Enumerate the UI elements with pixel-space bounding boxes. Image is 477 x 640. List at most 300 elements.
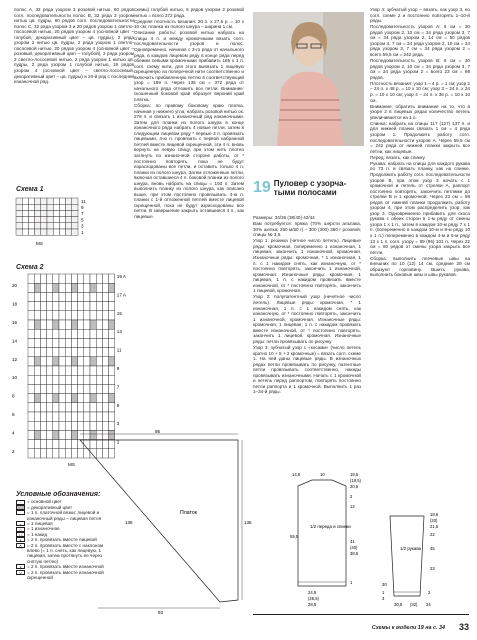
legend-text: = 2 п. провязать вместе с наклоном влево (= 1 п. снять, как лицевую, 1 лицевая, затем протянуть ее через снятую петлю) (27, 542, 104, 564)
sleeve-outline (390, 516, 424, 596)
column-b (134, 7, 244, 220)
paragraph: Размеры: 34/36 (38/40) 42/44 (253, 215, 315, 220)
ms-label: MS (68, 462, 75, 467)
column-c (253, 215, 361, 395)
chart-cell (65, 412, 71, 421)
chart-cell (84, 338, 90, 347)
body-outline (298, 480, 346, 586)
chart-cell (84, 311, 90, 320)
chart-cell (90, 366, 96, 375)
chart-cell (47, 210, 53, 216)
chart-cell (34, 430, 40, 439)
chart-cell (102, 403, 108, 412)
column-d (370, 7, 470, 279)
row-number: 5 (81, 217, 84, 223)
chart-cell (65, 274, 71, 283)
chart-cell (71, 338, 77, 347)
shawl-right-dim: 136 (244, 520, 252, 525)
chart-cell (35, 204, 41, 210)
chart-cell (72, 223, 78, 229)
chart-cell (28, 320, 34, 329)
chart-cell (28, 440, 34, 449)
chart-cell (22, 223, 28, 229)
chart-cell (40, 311, 46, 320)
row-number: 20 (12, 283, 18, 289)
legend-symbol-icon: ∪ (16, 532, 25, 537)
chart-cell (59, 394, 65, 403)
chart-cell (28, 449, 34, 458)
chart-cell (84, 320, 90, 329)
chart-cell (28, 204, 34, 210)
chart-cell (53, 292, 59, 301)
chart-cell (96, 302, 102, 311)
chart-cell (34, 449, 40, 458)
chart-cell (102, 394, 108, 403)
chart-cell (59, 302, 65, 311)
legend-text: = 2 п. провязать вместе изнаночной (27, 564, 104, 570)
paragraph: Узор 1: резинка (четное число петель). Лицевые ряды: кромочная, попеременно 1 изнаночная, 1 лицевая, закончить 1 изнаночной, кромочная. Изнаночные ряды: кромочная, * 1 изнаночная, 1 п. с 1 накидом снять, как изнаночную, от * постоянно повторять, закончить 1 изнаночной, кромочная. Изнаночные ряды: кромочная, 1 лицевая, 1 п. с накидом провязать вместе изнаночной, от * постоянно повторять, закончить 1 лицевой, кромочная. (253, 238, 361, 294)
chart-cell (34, 357, 40, 366)
chart-cell (34, 348, 40, 357)
chart-cell (59, 329, 65, 338)
chart-cell (53, 403, 59, 412)
chart-cell (96, 366, 102, 375)
shawl-shape (80, 440, 238, 602)
chart-cell (109, 292, 115, 301)
chart-cell (109, 283, 115, 292)
chart-cell (35, 198, 41, 204)
chart-cell (59, 430, 65, 439)
chart-cell (40, 292, 46, 301)
dimension-label: 59,5 (290, 534, 299, 539)
chart-cell (47, 283, 53, 292)
row-number: 16 (12, 320, 18, 325)
chart-cell (16, 229, 22, 235)
pattern-title (253, 180, 363, 197)
chart-cell (72, 198, 78, 204)
chart-cell (40, 338, 46, 347)
chart-cell (35, 223, 41, 229)
chart-cell (28, 412, 34, 421)
chart-cell (59, 412, 65, 421)
chart-cell (102, 274, 108, 283)
chart-cell (40, 394, 46, 403)
chart-cell (65, 366, 71, 375)
chart-cell (96, 283, 102, 292)
dimension-label: 30 (382, 582, 387, 587)
paragraph: Последовательность узоров А: 6 см = 30 рядов узором 2, 10 см = 34 ряда узором 3, 7 см = 34 ряда узором 2, 14 см = 50 рядов узором 4, 7 см = 34 ряда узором 2, 10 см = 34 ряда узором 3, 7 см = 34 ряда узором 2 = всего 59,5 см = 242 ряда. (370, 24, 470, 57)
chart-cell (84, 302, 90, 311)
shawl-label: Платок (180, 510, 197, 516)
chart-cell (78, 274, 84, 283)
legend-symbol-icon (16, 500, 25, 505)
chart-cell (84, 348, 90, 357)
chart-cell (71, 274, 77, 283)
row-number: 9 (116, 366, 120, 371)
chart-cell (66, 217, 72, 223)
chart-cell (22, 210, 28, 216)
chart-cell (78, 384, 84, 393)
legend-text: = декоративный цвет (27, 504, 73, 510)
chart-cell (34, 403, 40, 412)
chart-cell (71, 394, 77, 403)
row-number: 11 (81, 198, 86, 204)
chart-cell (65, 394, 71, 403)
chart-cell (102, 412, 108, 421)
chart-cell (84, 274, 90, 283)
dimension-label: 2 (428, 590, 431, 595)
chart-cell (41, 223, 47, 229)
chart-cell (96, 348, 102, 357)
schema-2-title: Схема 2 (16, 264, 44, 271)
chart-cell (59, 403, 65, 412)
dimension-label: (20) (430, 518, 438, 523)
paragraph: Узор 4: зубчатый узор – вязать, как узор 3, но согл. схеме 2 и постоянно повторять 1–10-й ряды. (370, 7, 470, 24)
chart-cell (65, 375, 71, 384)
chart-cell (78, 292, 84, 301)
chart-cell (59, 229, 65, 235)
chart-cell (53, 366, 59, 375)
dimension-label: 24,5 (308, 590, 317, 595)
chart-cell (84, 283, 90, 292)
chart-cell (109, 384, 115, 393)
chart-cell (109, 338, 115, 347)
chart-cell (40, 412, 46, 421)
chart-cell (102, 375, 108, 384)
row-number: 19 A (116, 274, 127, 279)
chart-cell (53, 384, 59, 393)
chart-cell (102, 421, 108, 430)
chart-cell (34, 329, 40, 338)
row-number: 18 (12, 301, 18, 307)
chart-cell (66, 210, 72, 216)
chart-cell (53, 449, 59, 458)
chart-cell (59, 223, 65, 229)
shawl-left-dim: 135 (125, 520, 133, 525)
paragraph: Описание работы: розовой нитью набрать на спицы 4 п. и между кромочными вязать согл. последовательности узоров и полос. Одновременно, начиная с 3-го ряда от начального ряда, в каждом лицевом ряду в конце ряда перед обеими левыми кромочными прибавить 185 х 1 п. согл. схему нити, для этого вывязать 1 лицевую скрещенную из поперечной нити соответственно и включить прибавленную петлю в соответствующий узор = 189 п. Через 135 см = 372 ряда от начального ряда отложить все петли. Внимание: скошенный боковой край образует верхний край платка. (134, 30, 244, 102)
chart-cell (109, 320, 115, 329)
chart-cell (28, 430, 34, 439)
chart-cell (65, 348, 71, 357)
paragraph: Последовательность узоров В: 6 см = 30 рядов узором 2, 10 см = 34 ряда узором 3, 7 см = 34 ряда узором 2 = всего 23 см = 98 рядов. (370, 58, 470, 80)
chart-cell (109, 274, 115, 283)
dimension-label: 45 (430, 546, 435, 551)
dimension-label: 28,5 (308, 602, 317, 607)
column-a (14, 7, 134, 85)
chart-cell (59, 204, 65, 210)
row-number: 17 A (116, 292, 127, 298)
chart-cell (78, 357, 84, 366)
chart-cell (47, 198, 53, 204)
chart-cell (34, 440, 40, 449)
chart-cell (90, 283, 96, 292)
chart-cell (109, 403, 115, 412)
chart-cell (40, 366, 46, 375)
chart-cell (66, 229, 72, 235)
legend-symbol-icon (16, 505, 25, 510)
chart-cell (34, 283, 40, 292)
chart-cell (102, 292, 108, 301)
chart-cell (96, 329, 102, 338)
paragraph: Вам потребуется: пряжа (70% шерсти альпака, 30% шелка; 250 м/50 г) – 300 (300) 350 г розовой; спицы № 3,5. (253, 221, 361, 238)
chart-cell (90, 394, 96, 403)
chart-cell (65, 320, 71, 329)
paragraph: Средняя плотность вязания: 20 п. х 27,5 р. = 10 х 10 см; планка из полого шнура – шарина 1 см. (134, 18, 244, 30)
chart-cell (34, 338, 40, 347)
chart-cell (53, 210, 59, 216)
chart-cell (47, 366, 53, 375)
chart-cell (47, 357, 53, 366)
paragraph: Узор 3: зубчатый узор с «косами» (число петель кратно 10 + 5 + 2 кромочные) = вязать согл. схеме 1. На ней даны лицевые ряды. В изнаночных рядах петли провязывать по рисунку, патентные петли провязывать соответственно, накиды провязывать изнаночными. Начать с 1 кромочной и петель перед раппортом, повторять постоянно петли раппорта и 1 кромочной. Выполнить 1 раз 1–34-й ряды. (253, 344, 361, 395)
chart-cell (53, 302, 59, 311)
body-scheme (290, 468, 370, 608)
row-number: 11 (116, 347, 122, 353)
chart-cell (109, 329, 115, 338)
chart-cell (22, 198, 28, 204)
legend-symbol-icon: – (16, 521, 25, 526)
chart-cell (34, 292, 40, 301)
chart-cell (47, 204, 53, 210)
legend-text: = 1 п. платочной вязки: лицевой и изнаночный ряды – лицевая петля (27, 510, 102, 521)
chart-cell (53, 311, 59, 320)
chart-cell (53, 329, 59, 338)
row-number: 1 (81, 229, 84, 235)
chart-cell (47, 449, 53, 458)
legend-text: = 1 лицевая (27, 521, 53, 527)
sleeve-scheme-label: 1/2 рукава (400, 546, 422, 551)
chart-cell (96, 375, 102, 384)
chart-cell (96, 412, 102, 421)
chart-cell (47, 329, 53, 338)
chart-cell (96, 338, 102, 347)
chart-cell (90, 338, 96, 347)
chart-cell (78, 366, 84, 375)
chart-cell (72, 217, 78, 223)
model-photo (253, 12, 364, 146)
chart-cell (53, 440, 59, 449)
row-number: 7 (116, 384, 120, 390)
chart-cell (90, 384, 96, 393)
chart-cell (40, 302, 46, 311)
chart-cell (47, 348, 53, 357)
chart-cell (78, 338, 84, 347)
chart-cell (47, 217, 53, 223)
chart-cell (96, 357, 102, 366)
row-number: 5 (116, 402, 120, 408)
chart-cell (28, 348, 34, 357)
dimension-label: 22 (430, 532, 435, 537)
chart-cell (84, 412, 90, 421)
dimension-label: (19,5) (350, 478, 361, 483)
legend-symbol-icon (16, 510, 25, 515)
chart-cell (78, 375, 84, 384)
chart-cell (47, 223, 53, 229)
chart-cell (28, 311, 34, 320)
chart-cell (47, 338, 53, 347)
chart-cell (78, 283, 84, 292)
chart-cell (96, 311, 102, 320)
paragraph: Сборка: выполнить плечевые швы на внешних по 10 (12) 14 см, средние 29 см образуют горловину. Вшить рукава, выполнить боковые швы и швы рукавов. (370, 255, 470, 278)
chart-cell (28, 375, 34, 384)
chart-cell (16, 210, 22, 216)
chart-cell (53, 274, 59, 283)
chart-cell (96, 403, 102, 412)
chart-cell (65, 283, 71, 292)
chart-cell (96, 320, 102, 329)
row-number: 3 (116, 421, 120, 427)
chart-cell (71, 357, 77, 366)
chart-cell (47, 375, 53, 384)
row-number: 9 (81, 205, 84, 210)
paragraph: Узор 2: полупатентный узор (нечетное число петель). Лицевые ряды: кромочная, * 1 изнаночная, 1 п. с 1 накидом снять, как изнаночную, от * постоянно повторять, закончить 1 изнаночной, кромочная. Изнаночные ряды: кромочная, 1 лицевая, 1 п. с накидом провязать вместе изнаночной, от * постоянно повторять, закончить 1 лицевой, кромочная. Изнаночные ряды: петли провязывать по рисунку. (253, 294, 361, 344)
chart-cell (102, 329, 108, 338)
chart-cell (28, 421, 34, 430)
chart-cell (53, 283, 59, 292)
chart-cell (53, 320, 59, 329)
chart-cell (59, 210, 65, 216)
chart-cell (84, 384, 90, 393)
chart-cell (40, 403, 46, 412)
schema-1-title: Схема 1 (16, 186, 44, 193)
chart-cell (16, 217, 22, 223)
chart-cell (35, 229, 41, 235)
chart-cell (72, 210, 78, 216)
legend-symbol-icon: ⋎ (16, 570, 25, 575)
row-number: 7 (81, 211, 84, 217)
legend-text: = 1 накид (27, 531, 48, 537)
chart-cell (40, 283, 46, 292)
dimension-label: 1 (350, 580, 353, 585)
chart-cell (22, 217, 28, 223)
chart-cell (84, 292, 90, 301)
row-number: 4 (12, 430, 15, 436)
chart-cell (40, 430, 46, 439)
chart-cell (47, 403, 53, 412)
chart-cell (47, 274, 53, 283)
chart-cell (90, 412, 96, 421)
page-number: 33 (458, 622, 469, 632)
chart-cell (34, 302, 40, 311)
chart-cell (96, 292, 102, 301)
dimension-label: 10 (320, 472, 325, 477)
chart-cell (90, 302, 96, 311)
dimension-label: 2 (350, 494, 353, 499)
chart-cell (34, 274, 40, 283)
chart-cell (84, 421, 90, 430)
chart-cell (34, 421, 40, 430)
row-number: 10 (12, 375, 18, 381)
chart-cell (47, 311, 53, 320)
chart-cell (71, 302, 77, 311)
chart-cell (34, 375, 40, 384)
chart-cell (102, 384, 108, 393)
dimension-label: 41 (350, 539, 355, 544)
chart-cell (59, 384, 65, 393)
dimension-label: 30,5 (394, 602, 403, 607)
legend-text: = 2 п. провязать вместе изнаночной скрещенной (27, 569, 104, 581)
chart-cell (102, 283, 108, 292)
dimension-label: 21,5 (430, 524, 439, 529)
pattern-name: Пуловер с узорча-тыми полосами (273, 179, 347, 197)
chart-cell (96, 274, 102, 283)
chart-cell (84, 375, 90, 384)
chart-cell (78, 311, 84, 320)
chart-cell (53, 375, 59, 384)
chart-cell (53, 394, 59, 403)
chart-cell (78, 348, 84, 357)
chart-cell (102, 320, 108, 329)
chart-cell (40, 440, 46, 449)
chart-cell (71, 384, 77, 393)
shawl-diagram (70, 429, 252, 615)
chart-cell (53, 198, 59, 204)
chart-cell (96, 421, 102, 430)
chart-cell (35, 210, 41, 216)
chart-cell (59, 421, 65, 430)
paragraph: Внимание: обратить внимание на то, что в узоре 2 в лицевых рядах количество петель увеличивается на 1 п. (370, 103, 470, 120)
chart-cell (71, 366, 77, 375)
chart-cell (59, 348, 65, 357)
chart-cell (66, 204, 72, 210)
ms-label: MS (36, 241, 43, 247)
chart-cell (90, 329, 96, 338)
chart-cell (84, 403, 90, 412)
chart-cell (90, 375, 96, 384)
row-number: 3 (81, 223, 84, 229)
chart-cell (59, 311, 65, 320)
row-number: 13 (116, 329, 122, 335)
chart-cell (41, 210, 47, 216)
dimension-label: 14,5 (292, 472, 301, 477)
row-number: 1 (116, 439, 120, 445)
chart-cell (65, 329, 71, 338)
row-number: 14 (12, 338, 18, 344)
chart-cell (109, 412, 115, 421)
chart-cell (66, 223, 72, 229)
chart-cell (90, 357, 96, 366)
paragraph: Перед: вязать, как спинку. (370, 154, 426, 160)
chart-cell (109, 348, 115, 357)
chart-cell (102, 302, 108, 311)
chart-cell (71, 320, 77, 329)
chart-cell (40, 329, 46, 338)
chart-cell (40, 348, 46, 357)
chart-cell (47, 229, 53, 235)
dimension-label: (26,5) (308, 596, 319, 601)
chart-cell (78, 394, 84, 403)
chart-cell (53, 338, 59, 347)
chart-cell (71, 283, 77, 292)
dimension-label: (32) (410, 602, 418, 607)
chart-cell (78, 403, 84, 412)
chart-cell (65, 311, 71, 320)
chart-cell (72, 204, 78, 210)
row-number: 15 (116, 310, 122, 316)
chart-cell (59, 283, 65, 292)
chart-cell (53, 204, 59, 210)
chart-cell (34, 366, 40, 375)
chart-cell (65, 338, 71, 347)
chart-cell (78, 421, 84, 430)
chart-cell (102, 348, 108, 357)
dimension-label: 20,5 (350, 484, 359, 489)
chart-cell (71, 403, 77, 412)
chart-cell (34, 311, 40, 320)
dimension-label: 3 (382, 596, 385, 601)
chart-cell (90, 348, 96, 357)
chart-cell (28, 292, 34, 301)
row-number: 2 (12, 448, 15, 454)
